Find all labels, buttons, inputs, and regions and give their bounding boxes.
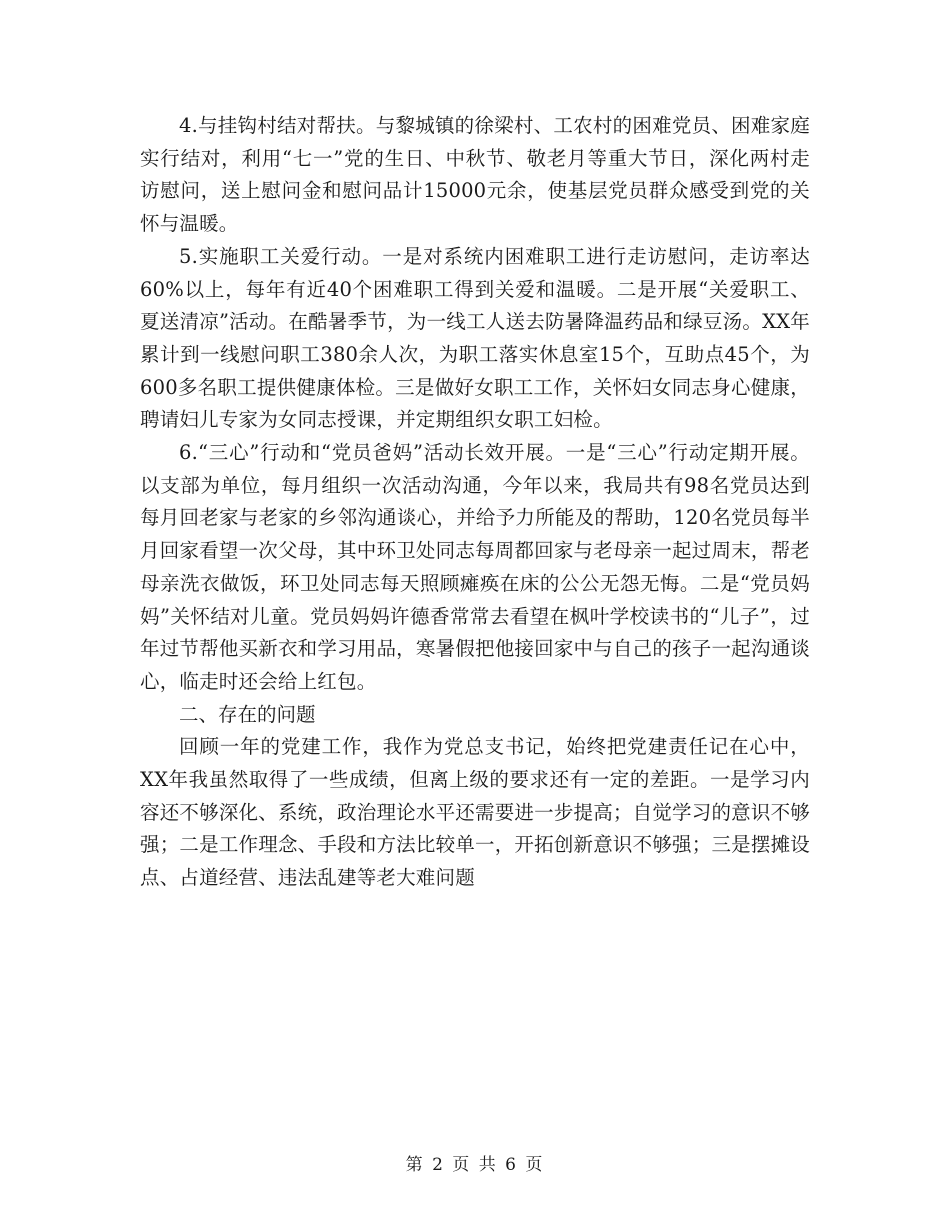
section-heading: 二、存在的问题 — [179, 702, 316, 726]
document-body — [140, 110, 810, 895]
page-number-footer: 第 2 页 共 6 页 — [405, 1155, 545, 1175]
paragraph-review: 回顾一年的党建工作，我作为党总支书记，始终把党建责任记在心中，XX年我虽然取得了一些成绩，但离上级的要求还有一定的差距。一是学习内容还不够深化、系统，政治理论水平还需要进一步提高；自觉学习的意识不够强；二是工作理念、手段和方法比较单一，开拓创新意识不够强；三是摆摊设点、占道经营、违法乱建等老大难问题 — [140, 735, 810, 890]
paragraph-village-pairing: 4.与挂钩村结对帮扶。与黎城镇的徐梁村、工农村的困难党员、困难家庭实行结对，利用“七一”党的生日、中秋节、敬老月等重大节日，深化两村走访慰问，送上慰问金和慰问品计15000元余，使基层党员群众感受到党的关怀与温暖。 — [140, 114, 810, 236]
paragraph-three-hearts: 6.“三心”行动和“党员爸妈”活动长效开展。一是“三心”行动定期开展。以支部为单位，每月组织一次活动沟通，今年以来，我局共有98名党员达到每月回老家与老家的乡邻沟通谈心，并给予力所能及的帮助，120名党员每半月回家看望一次父母，其中环卫处同志每周都回家与老母亲一起过周末，帮老母亲洗衣做饭，环卫处同志每天照顾瘫痪在床的公公无怨无悔。二是“党员妈妈”关怀结对儿童。党员妈妈许德香常常去看望在枫叶学校读书的“儿子”，过年过节帮他买新衣和学习用品，寒暑假把他接回家中与自己的孩子一起沟通谈心，临走时还会给上红包。 — [140, 441, 810, 693]
paragraph-staff-care: 5.实施职工关爱行动。一是对系统内困难职工进行走访慰问，走访率达60%以上，每年有近40个困难职工得到关爱和温暖。二是开展“关爱职工、夏送清凉”活动。在酷暑季节，为一线工人送去防暑降温药品和绿豆汤。XX年累计到一线慰问职工380余人次，为职工落实休息室15个，互助点45个，为600多名职工提供健康体检。三是做好女职工工作，关怀妇女同志身心健康，聘请妇儿专家为女同志授课，并定期组织女职工妇检。 — [140, 244, 810, 432]
